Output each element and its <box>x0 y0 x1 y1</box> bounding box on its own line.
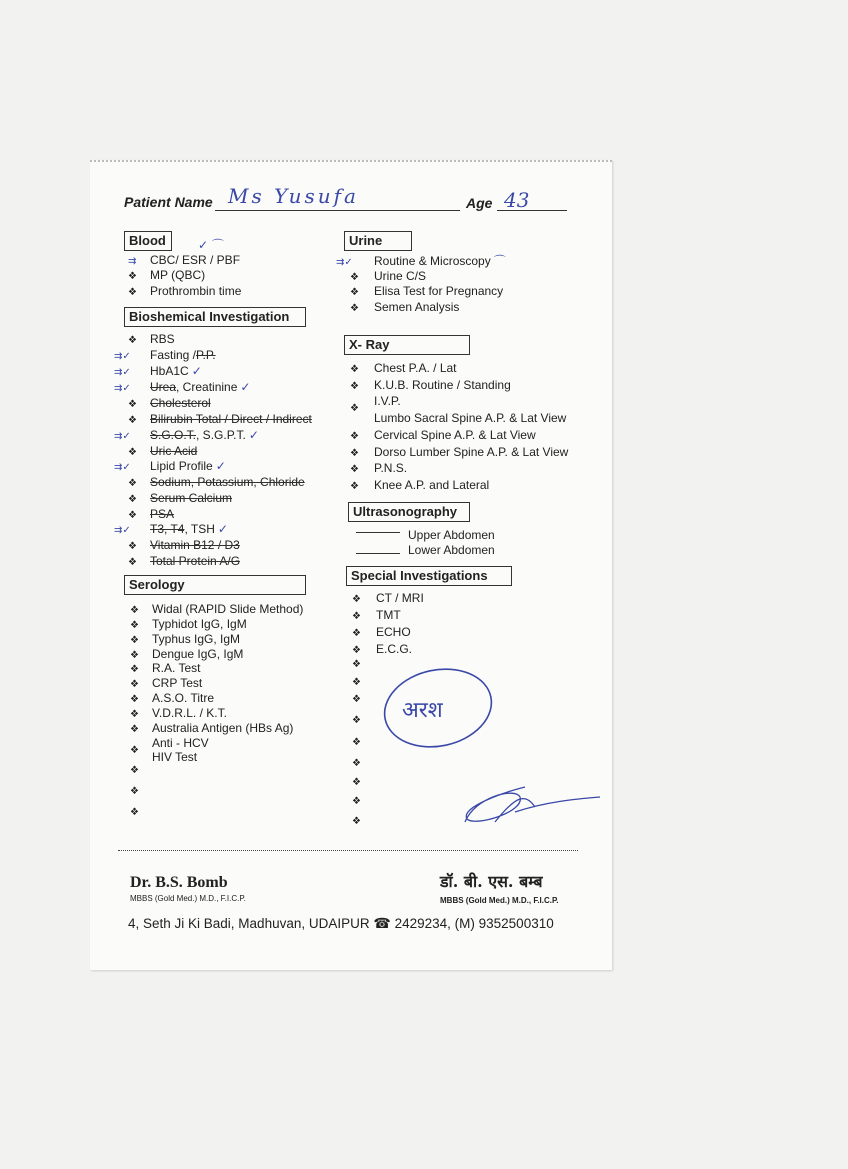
handwritten-check: ✓ ⌒ <box>198 238 224 252</box>
prescription-slip <box>90 160 612 970</box>
bullet-icon: ❖ <box>352 594 361 605</box>
section-biochemical: Bioshemical Investigation <box>124 307 306 327</box>
address-line <box>128 915 554 932</box>
bullet-icon: ❖ <box>128 399 137 410</box>
list-item: ❖ Typhidot IgG, IgM <box>130 617 247 631</box>
list-item: ❖ ECHO <box>352 625 411 639</box>
doctor-name-en: Dr. B.S. Bomb <box>130 874 228 891</box>
bullet-icon: ❖ <box>352 628 361 639</box>
bullet-icon: ❖ <box>130 786 139 797</box>
bullet-icon: ❖ <box>350 464 359 475</box>
doctor-qualification-en: MBBS (Gold Med.) M.D., F.I.C.P. <box>130 894 246 903</box>
bullet-icon: ❖ <box>128 478 137 489</box>
doctor-name-hi: डॉ. बी. एस. बम्ब <box>440 872 543 891</box>
bullet-icon: ❖ <box>352 659 361 670</box>
list-item: ❖ CT / MRI <box>352 591 424 605</box>
list-item: ❖ Serum Calcium <box>128 491 233 505</box>
patient-name-line <box>215 210 460 211</box>
bullet-icon: ❖ <box>128 415 137 426</box>
bullet-icon: ❖ <box>128 541 137 552</box>
list-item: ❖ Urine C/S <box>350 269 427 283</box>
list-item: ❖ PSA <box>128 507 175 521</box>
tick-mark: ⇉ <box>128 256 137 267</box>
bullet-icon: ❖ <box>350 272 359 283</box>
list-item: ❖ Dengue IgG, IgM <box>130 647 244 661</box>
bullet-icon: ❖ <box>130 765 139 776</box>
bullet-icon: ❖ <box>130 679 139 690</box>
footer-divider <box>118 850 578 851</box>
age-value: 43 <box>504 188 530 212</box>
section-blood: Blood <box>124 231 172 251</box>
bullet-icon: ❖ <box>130 724 139 735</box>
list-item: ❖ Cervical Spine A.P. & Lat View <box>350 428 536 442</box>
list-item: ❖ P.N.S. <box>350 461 408 475</box>
list-item: ❖ R.A. Test <box>130 661 201 675</box>
section-xray: X- Ray <box>344 335 470 355</box>
tick-mark: ⇉✓ <box>114 367 131 378</box>
bullet-icon: ❖ <box>352 715 361 726</box>
list-item: ❖ Vitamin B12 / D3 <box>128 538 240 552</box>
list-item: Lower Abdomen <box>408 543 495 557</box>
signature <box>455 777 605 832</box>
list-item: ❖ Cholesterol <box>128 396 211 410</box>
doctor-qualification-hi: MBBS (Gold Med.) M.D., F.I.C.P. <box>440 896 559 905</box>
bullet-icon: ❖ <box>130 694 139 705</box>
list-item: ❖ A.S.O. Titre <box>130 691 215 705</box>
list-item: ❖ K.U.B. Routine / Standing <box>350 378 511 392</box>
checkbox-box <box>356 532 400 554</box>
bullet-icon: ❖ <box>352 777 361 788</box>
list-item: ❖ Bilirubin Total / Direct / Indirect <box>128 412 312 426</box>
age-label: Age <box>466 195 493 211</box>
bullet-icon: ❖ <box>350 303 359 314</box>
bullet-icon: ❖ <box>128 287 137 298</box>
list-item: ❖ Uric Acid <box>128 444 198 458</box>
patient-name-value: Ms Yusufa <box>228 184 359 208</box>
section-special-investigations: Special Investigations <box>346 566 512 586</box>
list-item: Lumbo Sacral Spine A.P. & Lat View <box>374 411 567 425</box>
list-item: ⇉✓ S.G.O.T., S.G.P.T. ✓ <box>114 428 259 442</box>
list-item: ❖ RBS <box>128 332 175 346</box>
bullet-icon: ❖ <box>352 694 361 705</box>
list-item: Upper Abdomen <box>408 528 495 542</box>
list-item: ⇉✓ Lipid Profile ✓ <box>114 459 226 473</box>
bullet-icon: ❖ <box>352 737 361 748</box>
bullet-icon: ❖ <box>130 650 139 661</box>
phone-icon: ☎ <box>373 915 391 931</box>
bullet-icon: ❖ <box>352 645 361 656</box>
list-item: ❖ Prothrombin time <box>128 284 242 298</box>
bullet-icon: ❖ <box>130 807 139 818</box>
list-item: ❖ Knee A.P. and Lateral <box>350 478 490 492</box>
list-item: ⇉✓ HbA1C ✓ <box>114 364 202 378</box>
list-item: ❖ Chest P.A. / Lat <box>350 361 457 375</box>
bullet-icon: ❖ <box>128 335 137 346</box>
bullet-icon: ❖ <box>130 605 139 616</box>
list-item: ❖ E.C.G. <box>352 642 413 656</box>
list-item: ⇉✓ Fasting /P.P. <box>114 348 216 362</box>
list-item: ❖I.V.P. <box>350 394 401 414</box>
bullet-icon: ❖ <box>350 431 359 442</box>
bullet-icon: ❖ <box>350 381 359 392</box>
bullet-icon: ❖ <box>128 557 137 568</box>
bullet-icon: ❖ <box>350 481 359 492</box>
section-urine: Urine <box>344 231 412 251</box>
address-text: 4, Seth Ji Ki Badi, Madhuvan, UDAIPUR <box>128 916 370 931</box>
stamp-text: अरश <box>402 698 443 723</box>
bullet-icon: ❖ <box>128 510 137 521</box>
bullet-icon: ❖ <box>128 271 137 282</box>
list-item: ❖ Typhus IgG, IgM <box>130 632 241 646</box>
patient-name-label: Patient Name <box>124 194 213 210</box>
bullet-icon: ❖ <box>352 796 361 807</box>
bullet-icon: ❖ <box>130 745 139 756</box>
list-item: ❖ MP (QBC) <box>128 268 206 282</box>
tick-mark: ⇉✓ <box>114 431 131 442</box>
list-item: ❖ Dorso Lumber Spine A.P. & Lat View <box>350 445 569 459</box>
list-item: HIV Test <box>152 750 198 764</box>
bullet-icon: ❖ <box>350 403 359 414</box>
list-item: ❖ Widal (RAPID Slide Method) <box>130 602 304 616</box>
list-item: ❖ Total Protein A/G <box>128 554 241 568</box>
bullet-icon: ❖ <box>352 611 361 622</box>
tick-mark: ⇉✓ <box>336 257 353 268</box>
list-item: ❖ Sodium, Potassium, Chloride <box>128 475 305 489</box>
list-item: ❖ Elisa Test for Pregnancy <box>350 284 504 298</box>
list-item: ❖ V.D.R.L. / K.T. <box>130 706 227 720</box>
bullet-icon: ❖ <box>350 364 359 375</box>
list-item: ❖ TMT <box>352 608 401 622</box>
bullet-icon: ❖ <box>130 709 139 720</box>
list-item: ⇉ CBC/ ESR / PBF <box>128 253 241 267</box>
list-item: ❖ CRP Test <box>130 676 203 690</box>
tick-mark: ⇉✓ <box>114 351 131 362</box>
list-item: ⇉✓ T3, T4, TSH ✓ <box>114 522 228 536</box>
list-item: ❖ Semen Analysis <box>350 300 460 314</box>
bullet-icon: ❖ <box>350 448 359 459</box>
list-item: ⇉✓ Urea, Creatinine ✓ <box>114 380 251 394</box>
bullet-icon: ❖ <box>352 758 361 769</box>
bullet-icon: ❖ <box>352 677 361 688</box>
bullet-icon: ❖ <box>352 816 361 827</box>
bullet-icon: ❖ <box>128 494 137 505</box>
list-item: ❖Anti - HCV <box>130 736 209 756</box>
list-item: ⇉✓ Routine & Microscopy ⌒ <box>336 254 506 268</box>
bullet-icon: ❖ <box>350 287 359 298</box>
section-serology: Serology <box>124 575 306 595</box>
bullet-icon: ❖ <box>130 620 139 631</box>
phone-numbers: 2429234, (M) 9352500310 <box>394 916 554 931</box>
list-item: ❖ Australia Antigen (HBs Ag) <box>130 721 294 735</box>
section-ultrasonography: Ultrasonography <box>348 502 470 522</box>
bullet-icon: ❖ <box>130 635 139 646</box>
tick-mark: ⇉✓ <box>114 383 131 394</box>
bullet-icon: ❖ <box>130 664 139 675</box>
tick-mark: ⇉✓ <box>114 462 131 473</box>
tick-mark: ⇉✓ <box>114 525 131 536</box>
bullet-icon: ❖ <box>128 447 137 458</box>
